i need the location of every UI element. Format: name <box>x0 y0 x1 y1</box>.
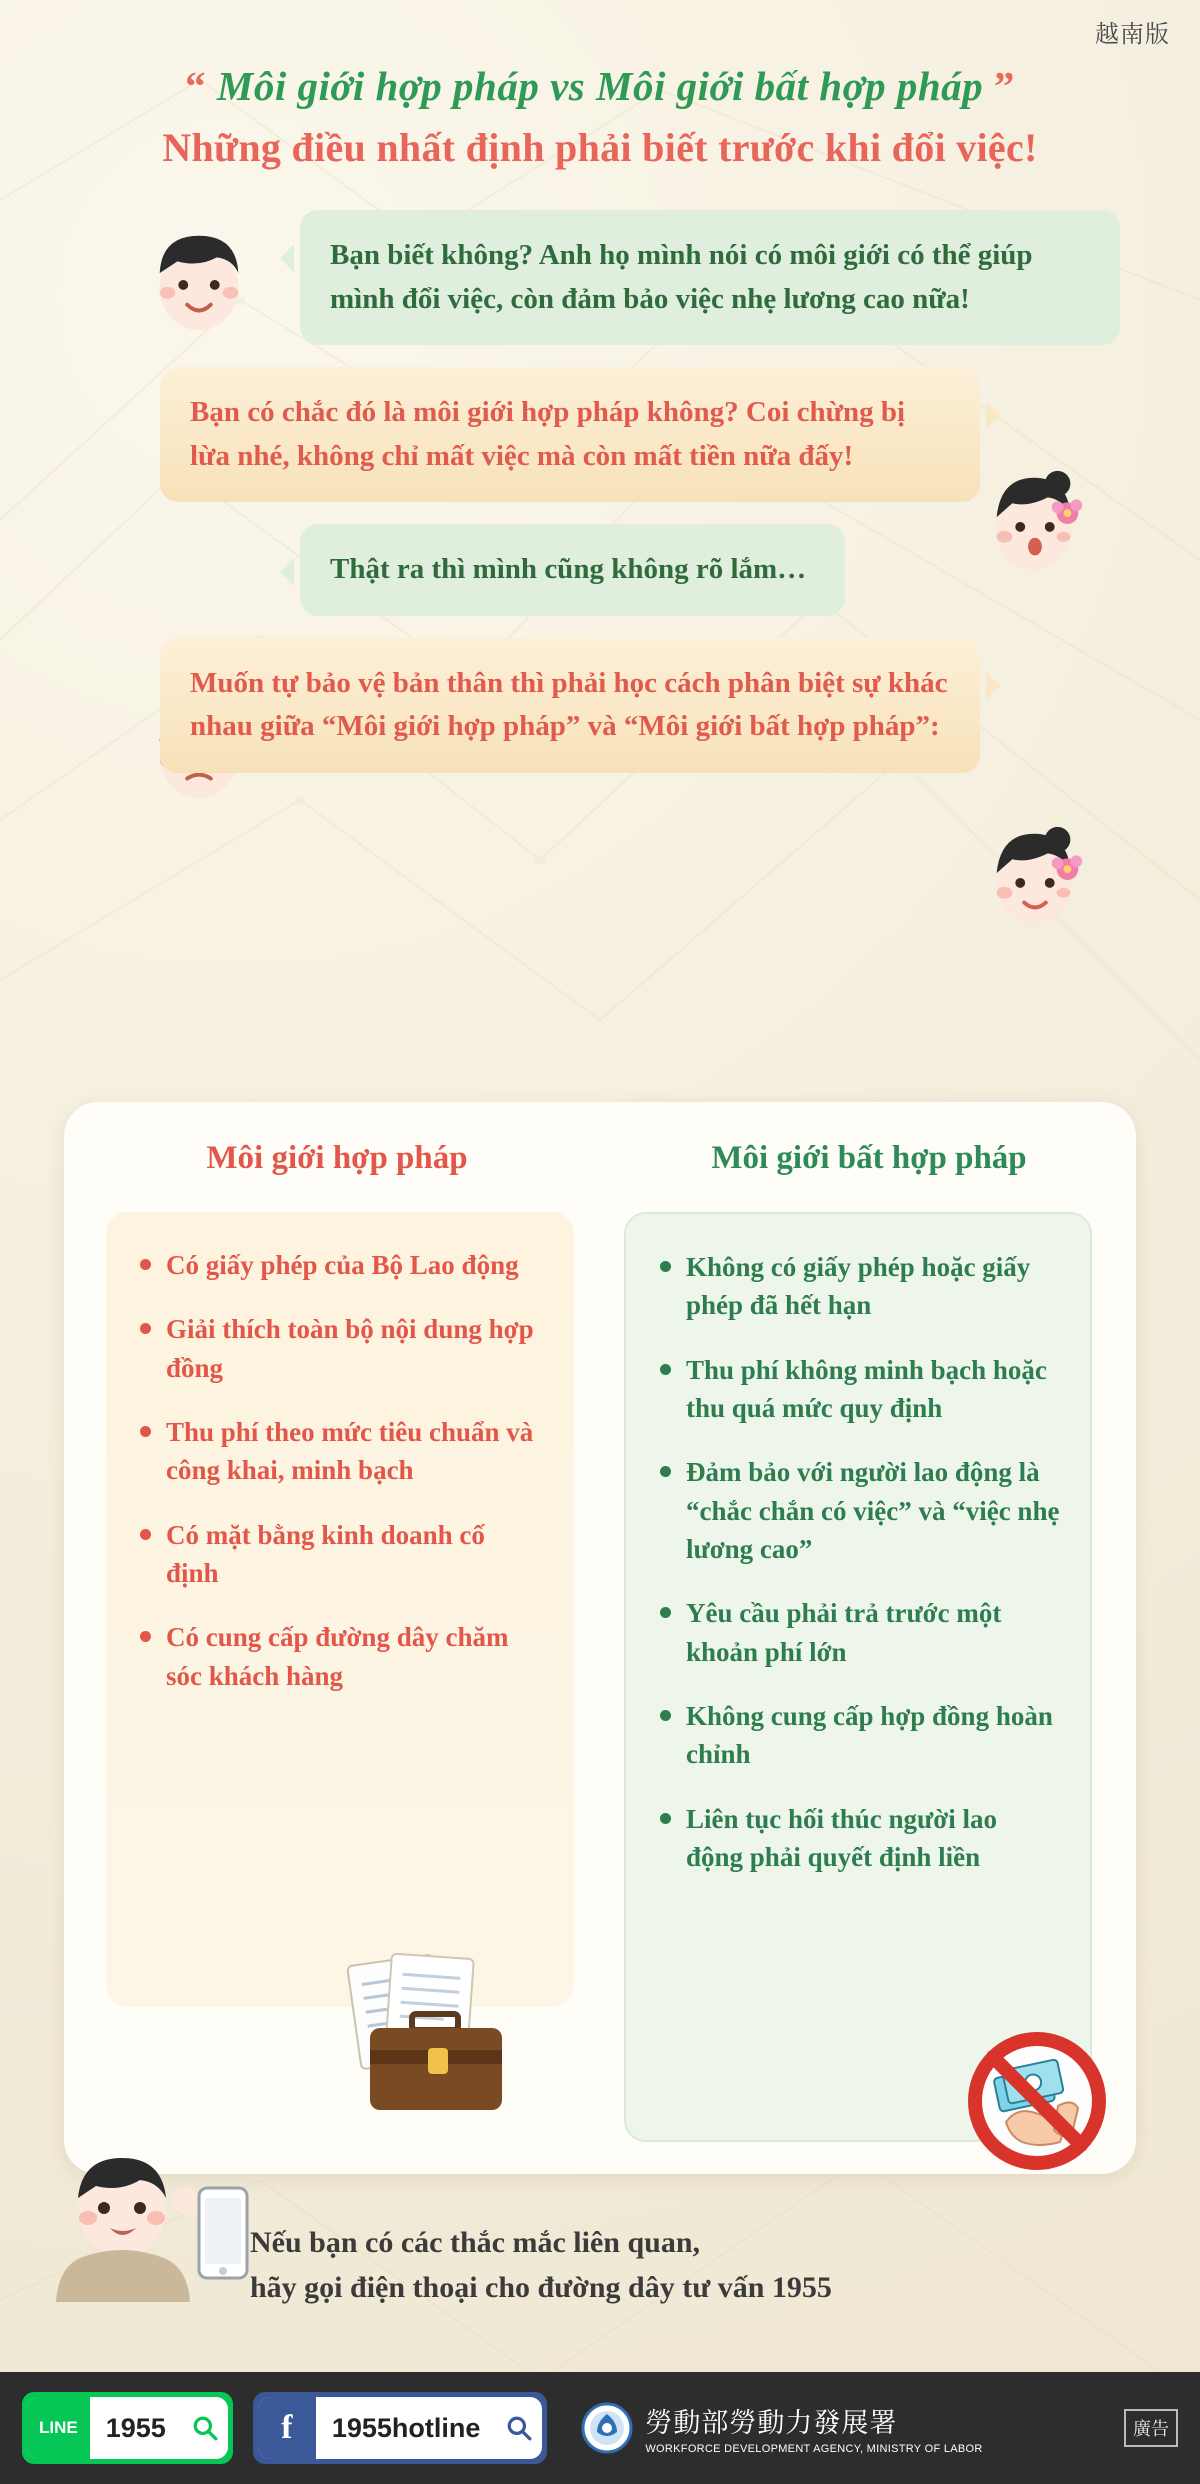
conversation <box>0 210 1200 795</box>
line-contact[interactable] <box>22 2392 233 2464</box>
title-open-quote: “ <box>185 63 207 109</box>
list-item: Đảm bảo với người lao động là “chắc chắn có việc” và “việc nhẹ lương cao” <box>656 1453 1060 1568</box>
list-item: Yêu cầu phải trả trước một khoản phí lớn <box>656 1594 1060 1671</box>
list-item: Liên tục hối thúc người lao động phải quyết định liền <box>656 1800 1060 1877</box>
list-item: Giải thích toàn bộ nội dung hợp đồng <box>136 1310 544 1387</box>
list-item: Có giấy phép của Bộ Lao động <box>136 1246 544 1284</box>
illegal-list <box>656 1248 1060 1876</box>
agency-emblem-icon <box>581 2402 633 2454</box>
comparison-card <box>64 1102 1136 2174</box>
chat-bubble-1: Bạn biết không? Anh họ mình nói có môi giới có thể giúp mình đổi việc, còn đảm bảo việc nhẹ lương cao nữa! <box>300 210 1120 345</box>
facebook-contact[interactable] <box>253 2392 548 2464</box>
briefcase-documents-icon <box>336 1952 536 2122</box>
title-close-quote: ” <box>993 63 1015 109</box>
chat-row-4 <box>0 638 1200 773</box>
agency-branding <box>581 2401 982 2455</box>
chat-row-1 <box>0 210 1200 345</box>
list-item: Thu phí không minh bạch hoặc thu quá mức quy định <box>656 1351 1060 1428</box>
agency-name-en: WORKFORCE DEVELOPMENT AGENCY, MINISTRY OF LABOR <box>645 2443 983 2455</box>
chat-row-2 <box>0 367 1200 502</box>
illegal-column <box>624 1212 1092 2142</box>
language-tag: 越南版 <box>1095 20 1170 48</box>
illegal-column-heading: Môi giới bất hợp pháp <box>711 1140 1027 1176</box>
ad-label: 廣告 <box>1124 2409 1178 2447</box>
legal-list <box>136 1246 544 1695</box>
list-item: Không cung cấp hợp đồng hoàn chỉnh <box>656 1697 1060 1774</box>
facebook-logo: f <box>258 2397 316 2459</box>
list-item: Không có giấy phép hoặc giấy phép đã hết hạn <box>656 1248 1060 1325</box>
title-line-1: Môi giới hợp pháp vs Môi giới bất hợp pháp <box>216 63 984 109</box>
chat-bubble-3: Thật ra thì mình cũng không rõ lắm… <box>300 524 845 616</box>
facebook-id: 1955hotline <box>331 2412 481 2443</box>
footer-bar <box>0 2372 1200 2484</box>
chat-row-3 <box>0 524 1200 616</box>
search-icon[interactable] <box>182 2397 228 2459</box>
cta-line-1: Nếu bạn có các thắc mắc liên quan, <box>250 2226 700 2259</box>
list-item: Có cung cấp đường dây chăm sóc khách hàng <box>136 1618 544 1695</box>
chat-bubble-2: Bạn có chắc đó là môi giới hợp pháp không? Coi chừng bị lừa nhé, không chỉ mất việc mà còn mất tiền nữa đấy! <box>160 367 980 502</box>
smartphone-icon <box>196 2185 250 2281</box>
no-money-prohibition-icon <box>962 2026 1112 2176</box>
list-item: Có mặt bằng kinh doanh cố định <box>136 1516 544 1593</box>
avatar-girl-explaining <box>975 818 1093 936</box>
page-title <box>0 62 1200 171</box>
list-item: Thu phí theo mức tiêu chuẩn và công khai, minh bạch <box>136 1413 544 1490</box>
legal-column <box>106 1212 574 2007</box>
legal-column-heading: Môi giới hợp pháp <box>206 1140 468 1176</box>
agency-name-cn: 勞動部勞動力發展署 <box>645 2408 898 2439</box>
call-to-action <box>250 2220 1150 2310</box>
cta-line-2: hãy gọi điện thoại cho đường dây tư vấn 1955 <box>250 2271 832 2304</box>
chat-bubble-4: Muốn tự bảo vệ bản thân thì phải học cách phân biệt sự khác nhau giữa “Môi giới hợp pháp” và “Môi giới bất hợp pháp”: <box>160 638 980 773</box>
search-icon[interactable] <box>496 2397 542 2459</box>
line-id: 1955 <box>105 2412 166 2443</box>
line-logo: LINE <box>27 2397 90 2459</box>
title-line-2: Những điều nhất định phải biết trước khi đổi việc! <box>162 125 1038 170</box>
